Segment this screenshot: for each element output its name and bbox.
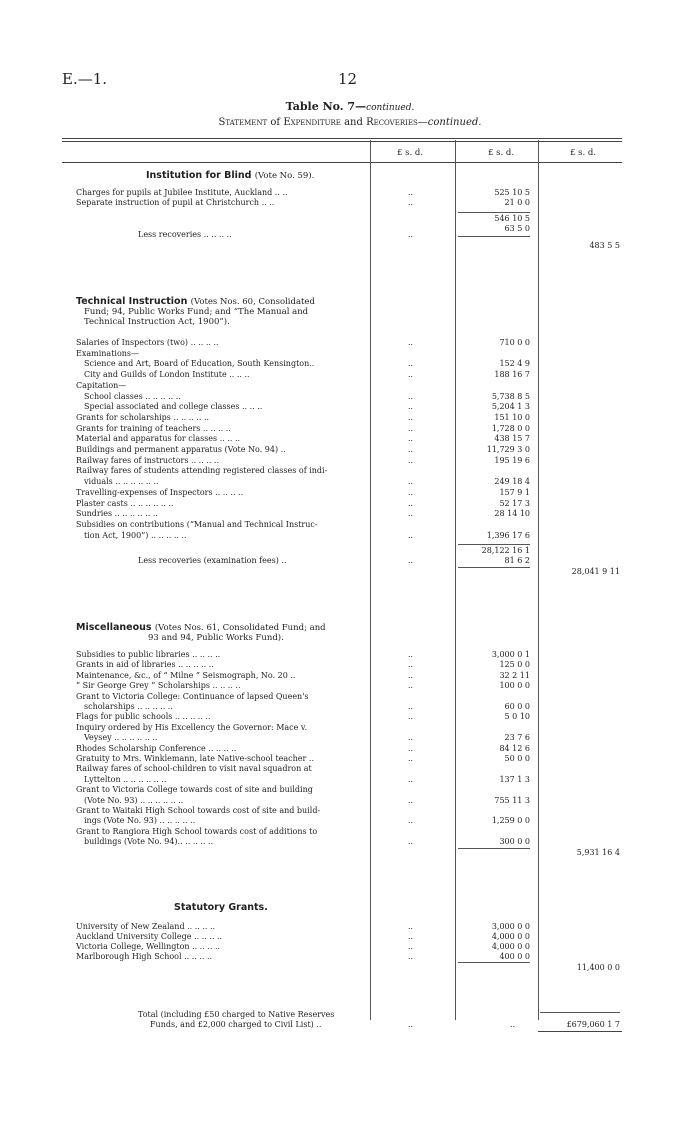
row-leader-dots: .. — [408, 932, 414, 941]
row-leader-dots: .. — [408, 660, 414, 670]
tech-row — [0, 413, 700, 423]
row-leader-dots: .. — [408, 942, 414, 951]
technical-desc-3: Technical Instruction Act, 1900”). — [84, 317, 230, 327]
row-amount: 21 0 0 — [504, 198, 530, 207]
row-amount: 300 0 0 — [499, 837, 530, 847]
row-leader-dots: .. — [408, 198, 414, 207]
row-label: Special associated and college classes .. .. .. — [84, 402, 263, 412]
row-leader-dots: .. — [408, 391, 414, 401]
row-amount: 137 1 3 — [499, 774, 530, 784]
row-label: Flags for public schools .. .. .. .. .. — [76, 712, 211, 722]
misc-net-row: 5,931 16 4 — [576, 848, 620, 857]
tech-row — [0, 381, 700, 391]
row-amount: 52 17 3 — [499, 498, 530, 508]
row-label: Science and Art, Board of Education, South Kensington.. — [84, 359, 315, 369]
row-label: Gratuity to Mrs. Winklemann, late Native-school teacher .. — [76, 754, 314, 763]
row-label: Capitation— — [76, 380, 127, 390]
row-amount: 5,738 8 5 — [491, 391, 530, 401]
row-leader-dots: .. — [408, 733, 414, 743]
misc-row — [0, 702, 700, 712]
row-leader-dots: .. — [408, 795, 414, 805]
row-amount: 28 14 10 — [494, 509, 530, 519]
row-leader-dots: .. — [408, 487, 414, 497]
row-label: Examinations— — [76, 348, 140, 358]
misc-row — [0, 816, 700, 826]
row-leader-dots: .. — [408, 455, 414, 465]
row-leader-dots: .. — [408, 670, 414, 680]
misc-row — [0, 650, 700, 660]
misc-row — [0, 681, 700, 691]
technical-desc-2: Fund; 94, Public Works Fund; and “The Manual and — [84, 307, 309, 317]
misc-row — [0, 827, 700, 837]
blind-subtotal-rule — [458, 212, 530, 213]
row-label: Railway fares of school-children to visit naval squadron at — [76, 764, 312, 774]
row-label: Sundries .. .. .. .. .. .. — [76, 509, 158, 519]
tech-row — [0, 488, 700, 498]
row-amount: 1,259 0 0 — [491, 816, 530, 826]
row-label: Travelling-expenses of Inspectors .. .. .. .. — [76, 487, 244, 497]
col-divider-2 — [455, 140, 456, 1020]
row-amount: 32 2 11 — [499, 670, 530, 680]
row-amount: 525 10 5 — [494, 188, 530, 197]
row-amount: 188 16 7 — [494, 370, 530, 380]
row-label: Grant to Rangiora High School towards cost of additions to — [76, 826, 318, 836]
tech-row — [0, 402, 700, 412]
row-label: Rhodes Scholarship Conference .. .. .. .. — [76, 743, 237, 753]
misc-row — [0, 764, 700, 774]
row-leader-dots: .. — [408, 338, 414, 347]
statutory-net-row: 11,400 0 0 — [576, 963, 620, 972]
tech-row — [0, 509, 700, 519]
tech-row — [0, 531, 700, 541]
row-leader-dots: .. — [408, 743, 414, 753]
grand-total: £679,060 1 7 — [566, 1020, 620, 1029]
tech-row — [0, 466, 700, 476]
row-label: Material and apparatus for classes .. .. .. — [76, 434, 241, 444]
row-amount: 1,396 17 6 — [486, 530, 530, 540]
row-label: Inquiry ordered by His Excellency the Governor: Mace v. — [76, 722, 308, 732]
row-leader-dots: .. — [408, 509, 414, 519]
technical-recoveries-row: Less recoveries (examination fees) .. .. 81 6 2 — [138, 556, 530, 565]
statutory-row — [0, 922, 700, 932]
misc-row — [0, 671, 700, 681]
total-row-1: Total (including £50 charged to Native Reserves — [138, 1010, 335, 1019]
row-amount: 5 0 10 — [504, 712, 530, 722]
row-leader-dots: .. — [408, 702, 414, 711]
row-amount: 84 12 6 — [499, 743, 530, 753]
row-leader-dots: .. — [408, 359, 414, 369]
row-label: scholarships .. .. .. .. .. — [84, 702, 173, 711]
row-leader-dots: .. — [408, 498, 414, 508]
row-leader-dots: .. — [408, 837, 414, 847]
col-header-2: £ s. d. — [488, 148, 515, 158]
row-label: City and Guilds of London Institute .. .. .. — [84, 370, 250, 380]
tech-row — [0, 499, 700, 509]
misc-row — [0, 775, 700, 785]
row-amount: 152 4 9 — [499, 359, 530, 369]
row-label: School classes .. .. .. .. .. — [84, 391, 181, 401]
row-label: Plaster casts .. .. .. .. .. .. — [76, 498, 174, 508]
misc-row — [0, 712, 700, 722]
row-amount: 125 0 0 — [499, 660, 530, 670]
row-leader-dots: .. — [408, 922, 414, 931]
technical-net-row: 28,041 9 11 — [571, 567, 620, 576]
page-number: 12 — [338, 70, 358, 88]
row-label: Subsidies on contributions (“Manual and Technical Instruc- — [76, 519, 318, 529]
row-label: Veysey .. .. .. .. .. .. — [84, 733, 158, 743]
row-label: Maintenance, &c., of “ Milne ” Seismograph, No. 20 .. — [76, 670, 296, 680]
row-label: Railway fares of students attending registered classes of indi- — [76, 466, 328, 476]
row-amount: 151 10 0 — [494, 412, 530, 422]
row-label: Marlborough High School .. .. .. .. — [76, 952, 213, 961]
total-bottom-rule — [538, 1031, 622, 1032]
section-title-misc: Miscellaneous (Votes Nos. 61, Consolidated Fund; and — [76, 622, 326, 633]
row-leader-dots: .. — [408, 445, 414, 454]
col-divider-1 — [370, 140, 371, 1020]
row-amount: 755 11 3 — [494, 795, 530, 805]
section-title-technical: Technical Instruction (Votes Nos. 60, Consolidated — [76, 296, 315, 307]
row-amount: 23 7 6 — [504, 733, 530, 743]
row-amount: 400 0 0 — [499, 952, 530, 961]
section-title-blind: Institution for Blind (Vote No. 59). — [146, 170, 315, 181]
misc-row — [0, 733, 700, 743]
row-amount: 4,000 0 0 — [491, 932, 530, 941]
blind-row — [0, 188, 700, 198]
row-label: (Vote No. 93) .. .. .. .. .. .. — [84, 795, 184, 805]
technical-subtotal-row: 28,122 16 1 — [481, 546, 530, 555]
row-label: Grant to Victoria College: Continuance of lapsed Queen's — [76, 691, 309, 701]
misc-row — [0, 660, 700, 670]
row-leader-dots: .. — [408, 754, 414, 763]
row-amount: 3,000 0 0 — [491, 922, 530, 931]
row-amount: 50 0 0 — [504, 754, 530, 763]
row-label: buildings (Vote No. 94).. .. .. .. .. — [84, 837, 214, 847]
statutory-row — [0, 942, 700, 952]
row-leader-dots: .. — [408, 477, 414, 487]
misc-row — [0, 785, 700, 795]
row-label: Buildings and permanent apparatus (Vote No. 94) .. — [76, 445, 286, 454]
statutory-row — [0, 932, 700, 942]
row-amount: 100 0 0 — [499, 681, 530, 691]
row-label: Grants for scholarships .. .. .. .. .. — [76, 412, 210, 422]
row-leader-dots: .. — [408, 530, 414, 540]
row-leader-dots: .. — [408, 423, 414, 433]
row-label: Lyttelton .. .. .. .. .. .. — [84, 774, 167, 784]
row-label: Subsidies to public libraries .. .. .. .. — [76, 650, 221, 659]
total-row-2: Funds, and £2,000 charged to Civil List) .. .. .. £679,060 1 7 — [150, 1020, 620, 1029]
table-title: Table No. 7—continued. — [285, 100, 415, 113]
row-label: Grants in aid of libraries .. .. .. .. .. — [76, 660, 214, 670]
row-label: tion Act, 1900”) .. .. .. .. .. — [84, 530, 187, 540]
row-leader-dots: .. — [408, 434, 414, 444]
row-label: Separate instruction of pupil at Christchurch .. .. — [76, 198, 275, 207]
row-amount: 5,204 1 3 — [491, 402, 530, 412]
row-label: Salaries of Inspectors (two) .. .. .. .. — [76, 338, 219, 347]
tech-row — [0, 445, 700, 455]
row-amount: 11,729 3 0 — [486, 445, 530, 454]
blind-net-rule — [458, 236, 530, 237]
row-amount: 710 0 0 — [499, 338, 530, 347]
tech-row — [0, 370, 700, 380]
row-label: viduals .. .. .. .. .. .. — [84, 477, 159, 487]
row-amount: 195 19 6 — [494, 455, 530, 465]
row-leader-dots: .. — [408, 412, 414, 422]
row-label: Grant to Victoria College towards cost of site and building — [76, 785, 313, 795]
row-label: Auckland University College .. .. .. .. — [76, 932, 223, 941]
col-divider-3 — [538, 140, 539, 1020]
row-amount: 1,728 0 0 — [491, 423, 530, 433]
misc-row — [0, 692, 700, 702]
misc-row — [0, 837, 700, 847]
row-leader-dots: .. — [408, 712, 414, 722]
row-leader-dots: .. — [408, 370, 414, 380]
row-leader-dots: .. — [408, 774, 414, 784]
tech-row — [0, 477, 700, 487]
technical-subtotal-rule — [458, 544, 530, 545]
row-label: Charges for pupils at Jubilee Institute, Auckland .. .. — [76, 188, 288, 197]
row-label: University of New Zealand .. .. .. .. — [76, 922, 216, 931]
row-amount: 249 18 4 — [494, 477, 530, 487]
tech-row — [0, 434, 700, 444]
blind-subtotal-row: 546 10 5 — [494, 214, 530, 223]
misc-row — [0, 806, 700, 816]
row-label: Grant to Waitaki High School towards cost of site and build- — [76, 806, 321, 815]
table-top-rule — [62, 138, 622, 139]
tech-row — [0, 520, 700, 530]
row-amount: 4,000 0 0 — [491, 942, 530, 951]
misc-row — [0, 754, 700, 764]
section-title-statutory: Statutory Grants. — [174, 902, 268, 913]
row-amount: 438 15 7 — [494, 434, 530, 444]
misc-row — [0, 796, 700, 806]
row-amount: 157 9 1 — [499, 487, 530, 497]
statutory-row — [0, 952, 700, 962]
col-header-3: £ s. d. — [570, 148, 597, 158]
row-amount: 60 0 0 — [504, 702, 530, 711]
row-leader-dots: .. — [408, 816, 414, 826]
table-subtitle: Statement of Expenditure and Recoveries—continued. — [218, 117, 482, 128]
misc-row — [0, 744, 700, 754]
row-leader-dots: .. — [408, 681, 414, 691]
row-leader-dots: .. — [408, 650, 414, 659]
blind-net-row: 483 5 5 — [589, 241, 620, 250]
row-leader-dots: .. — [408, 952, 414, 961]
blind-recoveries-amt: 63 5 0 — [504, 224, 530, 233]
misc-row — [0, 723, 700, 733]
row-label: Railway fares of instructors .. .. .. .. — [76, 455, 219, 465]
section-code: E.—1. — [62, 70, 108, 88]
blind-row — [0, 198, 700, 208]
row-amount: 3,000 0 1 — [491, 650, 530, 659]
row-label: ings (Vote No. 93) .. .. .. .. .. — [84, 816, 196, 826]
row-label: “ Sir George Grey ” Scholarships .. .. .. .. — [76, 681, 241, 691]
row-leader-dots: .. — [408, 188, 414, 197]
row-leader-dots: .. — [408, 402, 414, 412]
tech-row — [0, 359, 700, 369]
tech-row — [0, 456, 700, 466]
tech-row — [0, 424, 700, 434]
blind-recoveries-row: Less recoveries .. .. .. .. .. — [138, 230, 414, 239]
tech-row — [0, 349, 700, 359]
tech-row — [0, 338, 700, 348]
row-label: Grants for training of teachers .. .. .. .. — [76, 423, 231, 433]
col-header-1: £ s. d. — [397, 148, 424, 158]
misc-desc-2: 93 and 94, Public Works Fund). — [148, 633, 284, 643]
row-label: Victoria College, Wellington .. .. .. .. — [76, 942, 221, 951]
tech-row — [0, 392, 700, 402]
